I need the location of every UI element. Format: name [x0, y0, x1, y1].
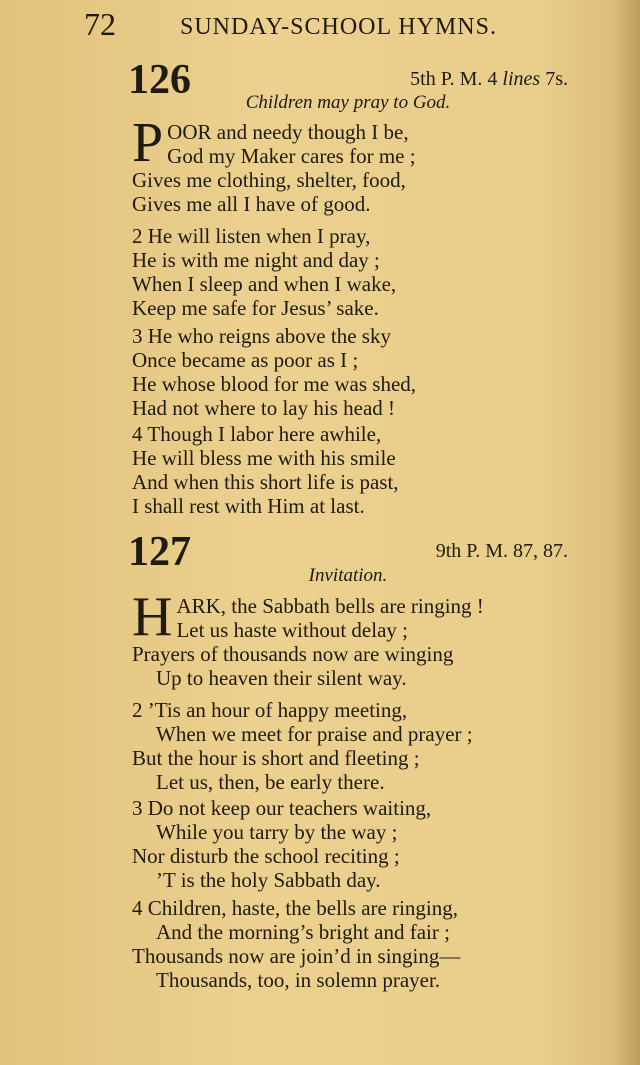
- hymn-126-stanza-4: [132, 422, 592, 518]
- hymn-126-stanza-3: [132, 324, 592, 420]
- verse-line: Had not where to lay his head !: [132, 396, 396, 420]
- verse-line: 3 Do not keep our teachers waiting,: [132, 796, 432, 820]
- verse-line: And the morning’s bright and fair ;: [156, 920, 450, 944]
- verse-line: Keep me safe for Jesus’ sake.: [132, 296, 379, 320]
- verse-line: He is with me night and day ;: [132, 248, 380, 272]
- verse-line: While you tarry by the way ;: [156, 820, 398, 844]
- hymn-126-stanza-1: [132, 112, 592, 216]
- verse-line: Gives me clothing, shelter, food,: [132, 168, 406, 192]
- verse-line: OOR and needy though I be,: [167, 120, 409, 144]
- drop-cap: P: [132, 112, 164, 174]
- hymn-meter: 5th P. M. 4 lines 7s.: [410, 68, 568, 90]
- drop-cap: H: [132, 586, 173, 648]
- hymn-subtitle: Children may pray to God.: [245, 92, 451, 113]
- page-edge-shadow: [612, 0, 640, 1065]
- verse-line: He whose blood for me was shed,: [132, 372, 417, 396]
- hymn-127-stanza-3: [132, 796, 592, 892]
- verse-line: 3 He who reigns above the sky: [132, 324, 391, 348]
- hymn-subtitle: Invitation.: [308, 565, 388, 586]
- hymn-127-stanza-1: [132, 586, 592, 690]
- verse-line: Gives me all I have of good.: [132, 192, 371, 216]
- verse-line: God my Maker cares for me ;: [167, 144, 416, 168]
- running-head: SUNDAY-SCHOOL HYMNS.: [180, 14, 497, 40]
- verse-line: And when this short life is past,: [132, 470, 399, 494]
- verse-line: Let us haste without delay ;: [176, 618, 408, 642]
- verse-line: 4 Though I labor here awhile,: [132, 422, 382, 446]
- hymn-127-stanza-4: [132, 896, 592, 992]
- verse-line: I shall rest with Him at last.: [132, 494, 365, 518]
- verse-line: Let us, then, be early there.: [156, 770, 385, 794]
- verse-line: Once became as poor as I ;: [132, 348, 359, 372]
- page-number: 72: [84, 6, 116, 42]
- verse-line: 2 He will listen when I pray,: [132, 224, 371, 248]
- hymn-127-stanza-2: [132, 698, 592, 794]
- verse-line: Nor disturb the school reciting ;: [132, 844, 400, 868]
- verse-line: Thousands now are join’d in singing—: [132, 944, 461, 968]
- hymn-126-stanza-2: [132, 224, 592, 320]
- page-header: [84, 6, 624, 46]
- verse-line: He will bless me with his smile: [132, 446, 396, 470]
- verse-line: But the hour is short and fleeting ;: [132, 746, 420, 770]
- hymn-number: 126: [128, 57, 191, 103]
- verse-line: When we meet for praise and prayer ;: [156, 722, 473, 746]
- verse-line: ARK, the Sabbath bells are ringing !: [176, 594, 484, 618]
- hymn-number: 127: [128, 529, 191, 575]
- verse-line: 4 Children, haste, the bells are ringing,: [132, 896, 459, 920]
- verse-line: Prayers of thousands now are winging: [132, 642, 454, 666]
- verse-line: 2 ’Tis an hour of happy meeting,: [132, 698, 408, 722]
- hymn-meter: 9th P. M. 87, 87.: [435, 540, 568, 562]
- verse-line: Up to heaven their silent way.: [156, 666, 407, 690]
- verse-line: Thousands, too, in solemn prayer.: [156, 968, 441, 992]
- verse-line: When I sleep and when I wake,: [132, 272, 397, 296]
- verse-line: ’T is the holy Sabbath day.: [156, 868, 381, 892]
